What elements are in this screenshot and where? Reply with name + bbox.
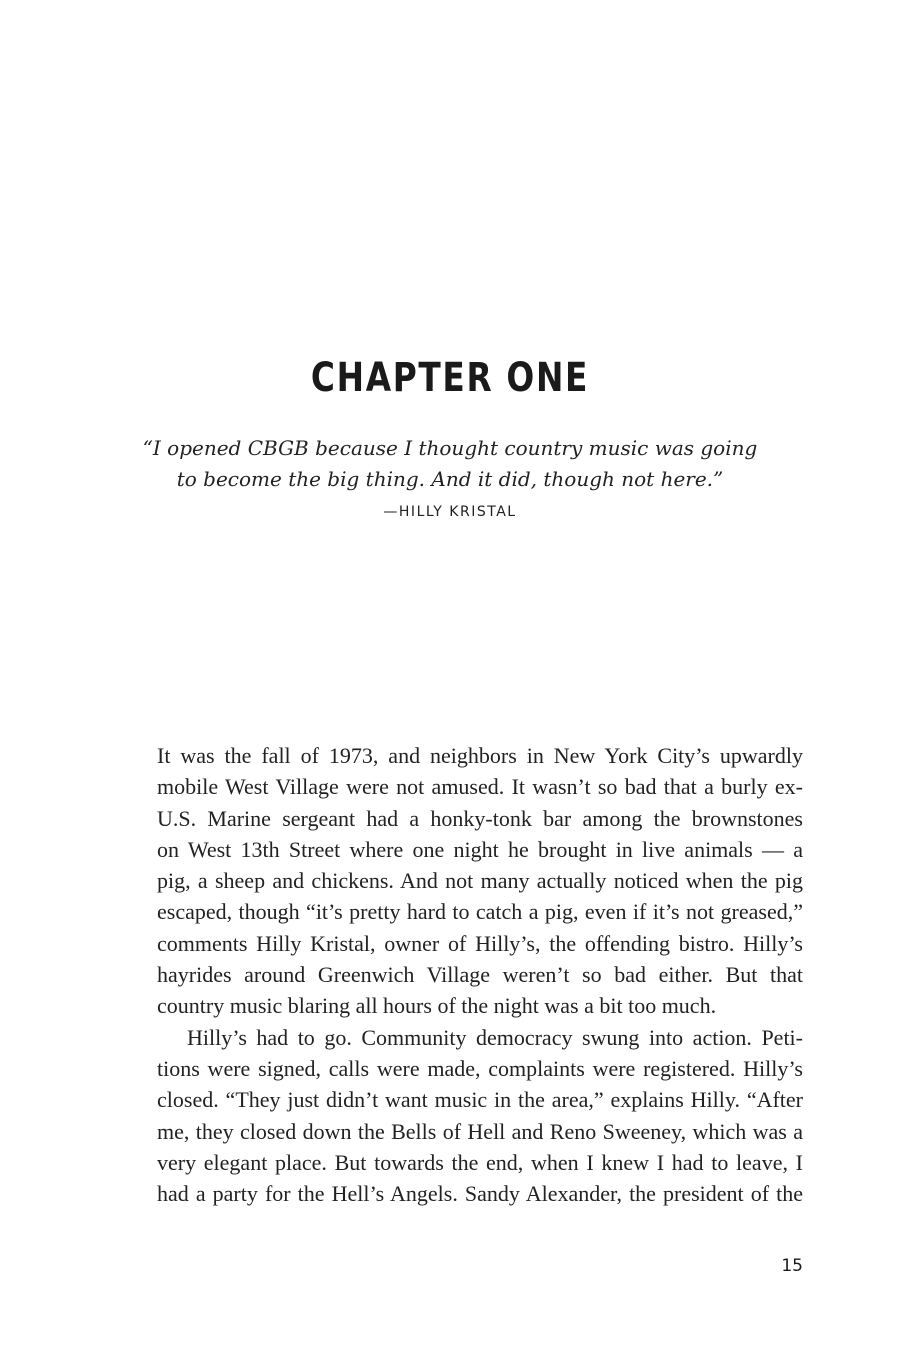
epigraph-line: “I opened CBGB because I thought country music was going <box>142 436 758 460</box>
chapter-title: CHAPTER ONE <box>310 355 590 401</box>
text-line: closed. “They just didn’t want music in the area,” explains Hilly. “After <box>157 1087 803 1113</box>
epigraph-line: to become the big thing. And it did, though not here.” <box>176 467 724 491</box>
text-line: hayrides around Greenwich Village weren’t so bad either. But that <box>157 962 803 988</box>
paragraph-1 <box>157 740 803 1022</box>
text-line: It was the fall of 1973, and neighbors in New York City’s upwardly <box>157 743 803 768</box>
epigraph-quote <box>0 433 900 495</box>
page-number: 15 <box>781 1256 803 1276</box>
text-line: on West 13th Street where one night he brought in live animals — a <box>157 836 803 862</box>
text-line: had a party for the Hell’s Angels. Sandy Alexander, the president of the <box>157 1181 803 1207</box>
text-line: pig, a sheep and chickens. And not many actually noticed when the pig <box>157 868 803 894</box>
text-line: country music blaring all hours of the night was a bit too much. <box>157 993 717 1019</box>
text-line: tions were signed, calls were made, complaints were registered. Hilly’s <box>157 1055 803 1081</box>
text-line: U.S. Marine sergeant had a honky-tonk bar among the brownstones <box>157 805 803 831</box>
text-line: me, they closed down the Bells of Hell and Reno Sweeney, which was a <box>157 1118 803 1144</box>
body-text <box>157 740 803 1209</box>
text-line: Hilly’s had to go. Community democracy swung into action. Peti- <box>187 1024 803 1050</box>
epigraph-attribution: —HILLY KRISTAL <box>383 504 517 520</box>
text-line: very elegant place. But towards the end, when I knew I had to leave, I <box>157 1149 803 1175</box>
text-line: mobile West Village were not amused. It wasn’t so bad that a burly ex- <box>157 774 803 800</box>
text-line: escaped, though “it’s pretty hard to catch a pig, even if it’s not greased,” <box>157 899 803 925</box>
text-line: comments Hilly Kristal, owner of Hilly’s, the offending bistro. Hilly’s <box>157 930 803 956</box>
paragraph-2 <box>157 1022 803 1210</box>
